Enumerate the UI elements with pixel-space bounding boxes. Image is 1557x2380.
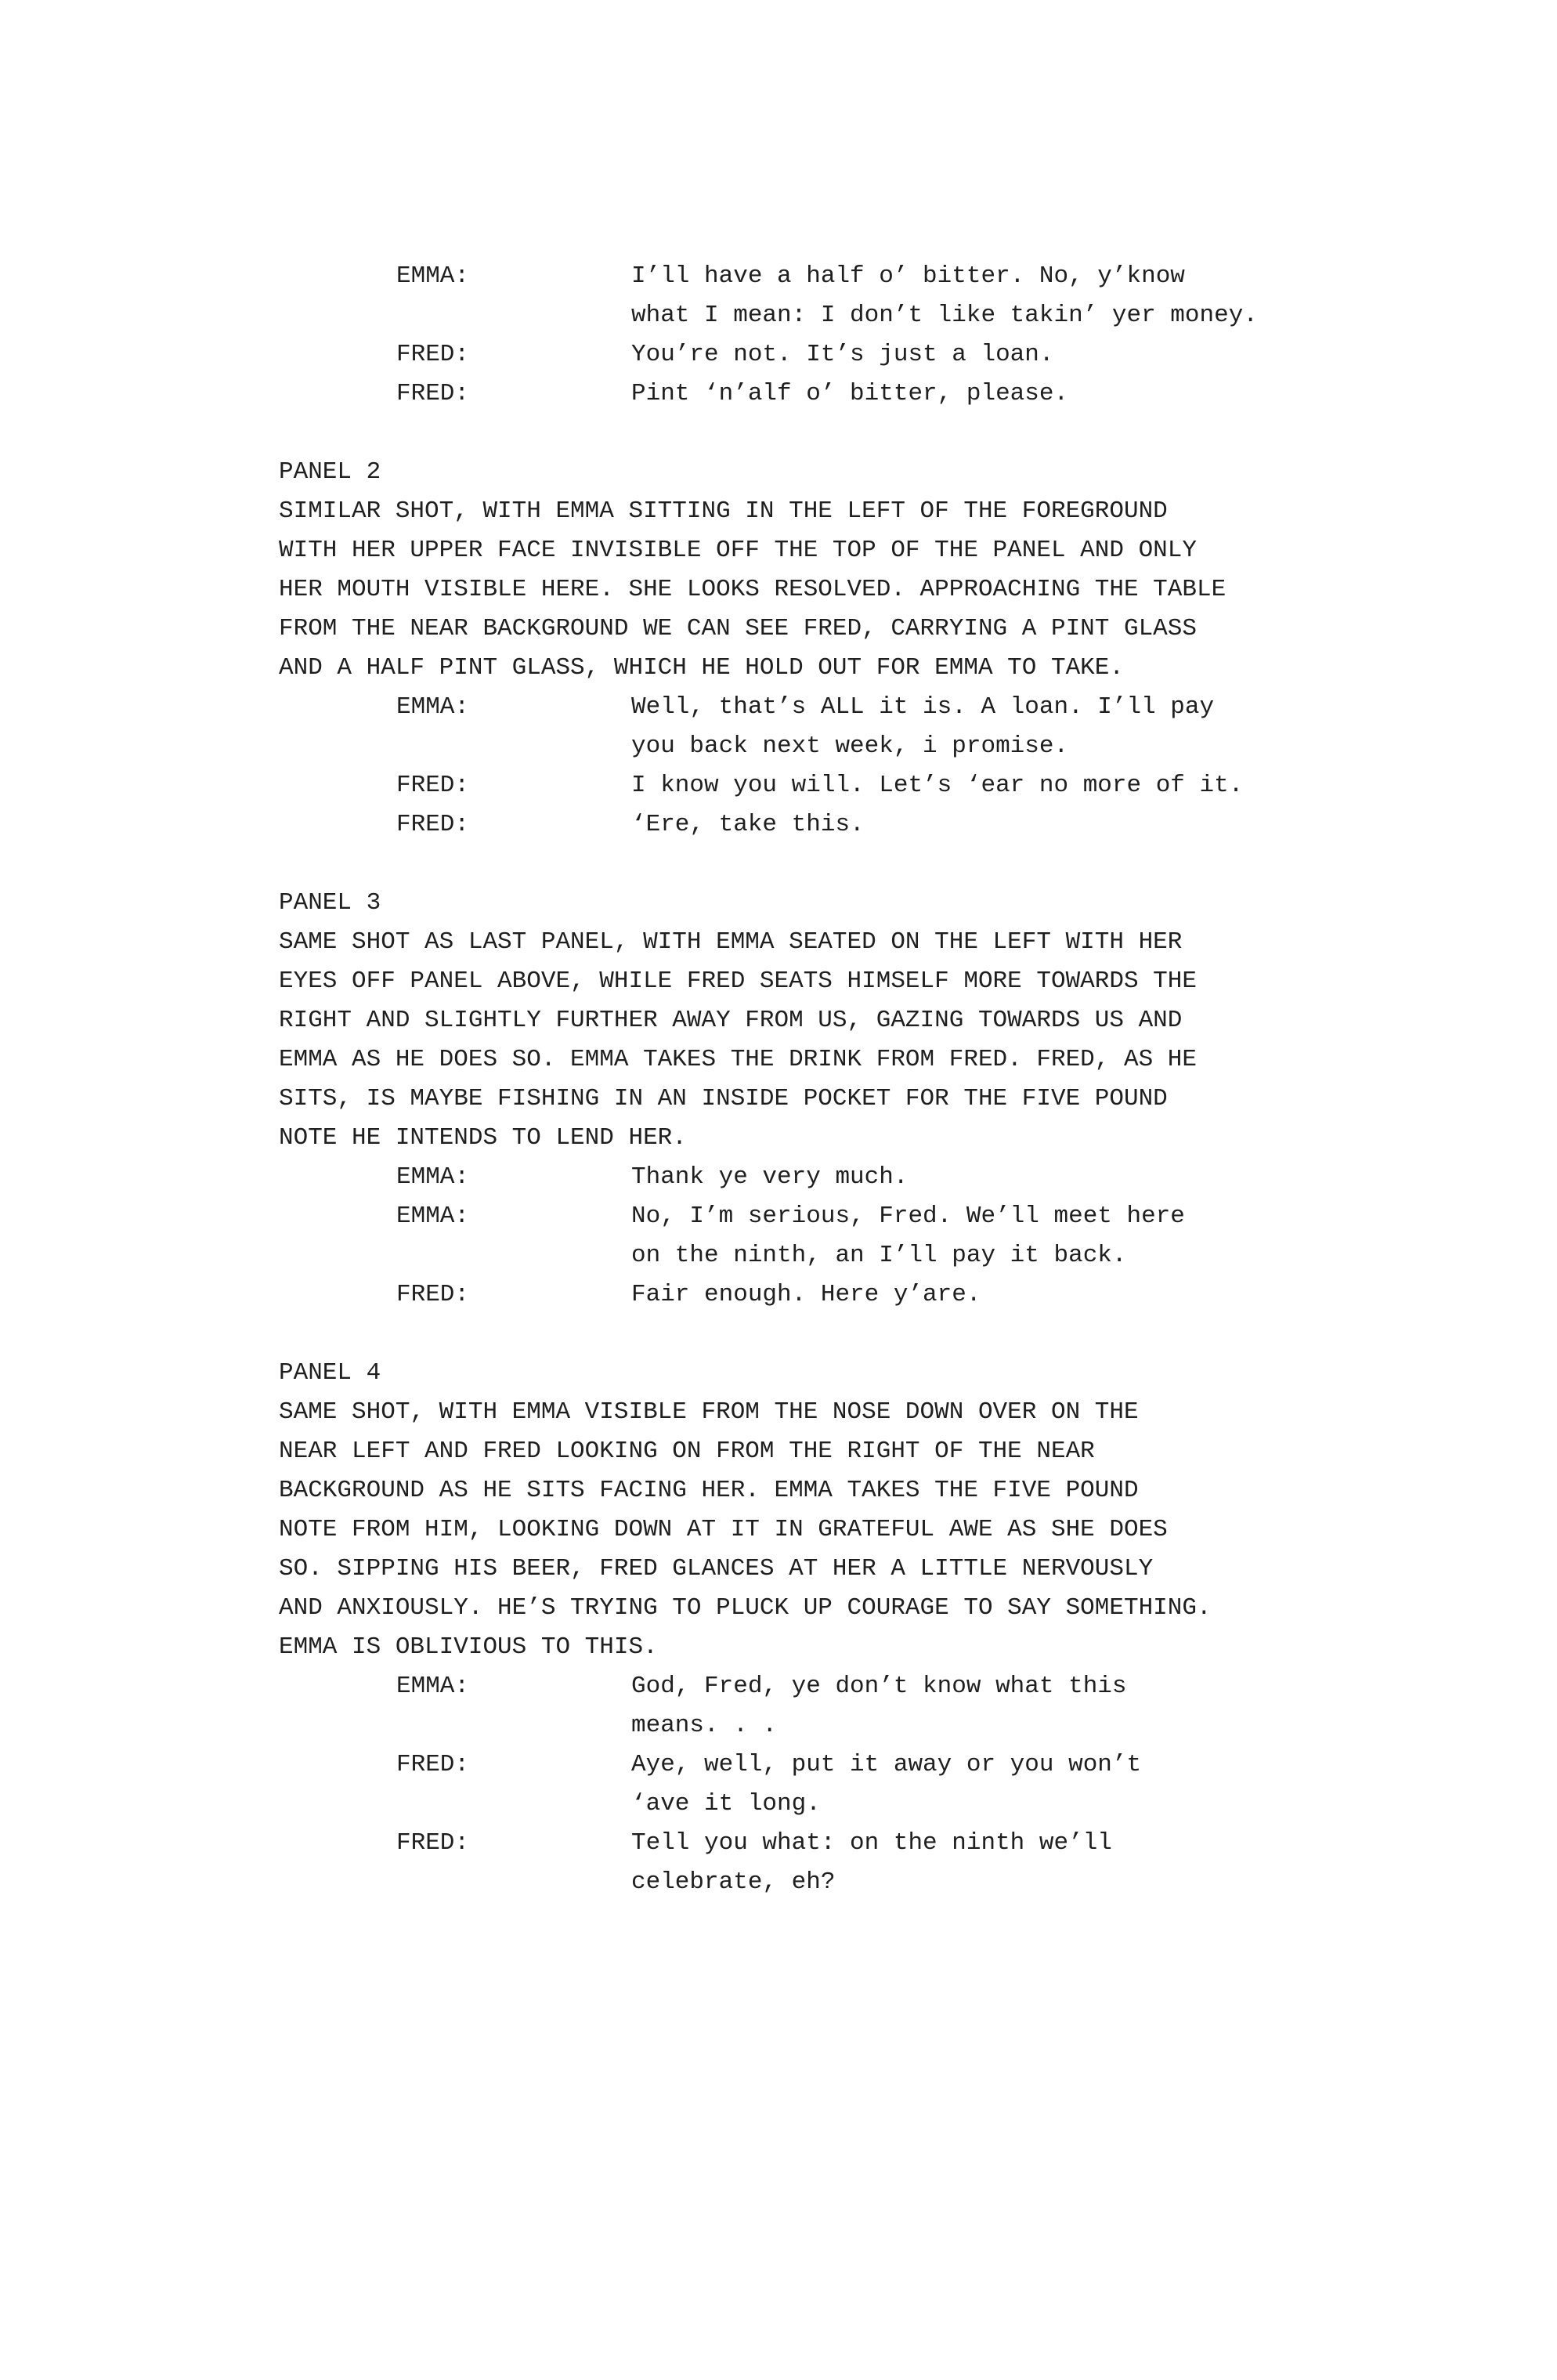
dialogue-text (631, 1275, 1289, 1315)
blank-line (279, 845, 1289, 884)
description-line: AND ANXIOUSLY. HE’S TRYING TO PLUCK UP COURAGE TO SAY SOMETHING. (279, 1594, 1212, 1622)
description-line: SAME SHOT, WITH EMMA VISIBLE FROM THE NOSE DOWN OVER ON THE (279, 1398, 1139, 1426)
speaker-name: FRED: (396, 811, 470, 838)
dialogue-line: Well, that’s ALL it is. A loan. I’ll pay (631, 693, 1215, 721)
dialogue-entry (279, 766, 1289, 805)
description-line: SAME SHOT AS LAST PANEL, WITH EMMA SEATED ON THE LEFT WITH HER (279, 928, 1183, 956)
dialogue-text (631, 766, 1289, 805)
description-line: RIGHT AND SLIGHTLY FURTHER AWAY FROM US, GAZING TOWARDS US AND (279, 1007, 1183, 1034)
speaker-name: FRED: (396, 1281, 470, 1308)
dialogue-line: ‘Ere, take this. (631, 811, 865, 838)
dialogue-entry (279, 335, 1289, 374)
script-content (279, 257, 1289, 1902)
dialogue-text (631, 257, 1289, 335)
dialogue-line: ‘ave it long. (631, 1790, 821, 1818)
dialogue-entry (279, 1824, 1289, 1902)
dialogue-entry (279, 374, 1289, 414)
speaker-name: FRED: (396, 1829, 470, 1857)
description-line: NOTE FROM HIM, LOOKING DOWN AT IT IN GRATEFUL AWE AS SHE DOES (279, 1516, 1168, 1543)
dialogue-entry (279, 1158, 1289, 1197)
dialogue-line: I’ll have a half o’ bitter. No, y’know (631, 262, 1185, 290)
speaker-name: EMMA: (396, 693, 470, 721)
speaker-name: FRED: (396, 380, 470, 407)
dialogue-line: what I mean: I don’t like takin’ yer money. (631, 302, 1258, 329)
panel-heading: PANEL 4 (279, 1359, 381, 1387)
description-line: EYES OFF PANEL ABOVE, WHILE FRED SEATS HIMSELF MORE TOWARDS THE (279, 968, 1197, 995)
speaker-name: EMMA: (396, 1163, 470, 1191)
dialogue-entry (279, 1275, 1289, 1315)
dialogue-line: on the ninth, an I’ll pay it back. (631, 1242, 1127, 1269)
panel-heading: PANEL 3 (279, 889, 381, 917)
dialogue-line: Aye, well, put it away or you won’t (631, 1751, 1142, 1778)
speaker-name: FRED: (396, 1751, 470, 1778)
dialogue-text (631, 374, 1289, 414)
description-line: FROM THE NEAR BACKGROUND WE CAN SEE FRED, CARRYING A PINT GLASS (279, 615, 1197, 642)
speaker-name: EMMA: (396, 1673, 470, 1700)
description-line: SO. SIPPING HIS BEER, FRED GLANCES AT HER A LITTLE NERVOUSLY (279, 1555, 1154, 1582)
description-line: EMMA IS OBLIVIOUS TO THIS. (279, 1633, 658, 1661)
panel-description (279, 492, 1289, 688)
dialogue-line: Fair enough. Here y’are. (631, 1281, 981, 1308)
dialogue-text (631, 805, 1289, 845)
description-line: BACKGROUND AS HE SITS FACING HER. EMMA TAKES THE FIVE POUND (279, 1477, 1139, 1504)
speaker-name: EMMA: (396, 262, 470, 290)
blank-line (279, 1315, 1289, 1354)
dialogue-entry (279, 1745, 1289, 1824)
description-line: NEAR LEFT AND FRED LOOKING ON FROM THE RIGHT OF THE NEAR (279, 1438, 1095, 1465)
dialogue-line: celebrate, eh? (631, 1868, 836, 1896)
description-line: WITH HER UPPER FACE INVISIBLE OFF THE TOP OF THE PANEL AND ONLY (279, 537, 1197, 564)
dialogue-line: you back next week, i promise. (631, 732, 1069, 760)
dialogue-text (631, 1667, 1289, 1745)
dialogue-entry (279, 805, 1289, 845)
description-line: SIMILAR SHOT, WITH EMMA SITTING IN THE LEFT OF THE FOREGROUND (279, 497, 1168, 525)
dialogue-line: Thank ye very much. (631, 1163, 909, 1191)
dialogue-text (631, 1824, 1289, 1902)
description-line: EMMA AS HE DOES SO. EMMA TAKES THE DRINK FROM FRED. FRED, AS HE (279, 1046, 1197, 1073)
dialogue-entry (279, 1197, 1289, 1275)
dialogue-line: Pint ‘n’alf o’ bitter, please. (631, 380, 1069, 407)
dialogue-text (631, 1745, 1289, 1824)
blank-line (279, 414, 1289, 453)
speaker-name: FRED: (396, 341, 470, 368)
description-line: NOTE HE INTENDS TO LEND HER. (279, 1124, 687, 1152)
dialogue-entry (279, 688, 1289, 766)
dialogue-line: I know you will. Let’s ‘ear no more of it. (631, 772, 1244, 799)
dialogue-line: Tell you what: on the ninth we’ll (631, 1829, 1112, 1857)
speaker-name: EMMA: (396, 1203, 470, 1230)
dialogue-text (631, 1197, 1289, 1275)
dialogue-line: means. . . (631, 1712, 778, 1739)
dialogue-line: No, I’m serious, Fred. We’ll meet here (631, 1203, 1185, 1230)
dialogue-line: God, Fred, ye don’t know what this (631, 1673, 1127, 1700)
dialogue-line: You’re not. It’s just a loan. (631, 341, 1054, 368)
dialogue-text (631, 1158, 1289, 1197)
description-line: SITS, IS MAYBE FISHING IN AN INSIDE POCKET FOR THE FIVE POUND (279, 1085, 1168, 1112)
panel-description (279, 923, 1289, 1158)
dialogue-text (631, 335, 1289, 374)
description-line: HER MOUTH VISIBLE HERE. SHE LOOKS RESOLVED. APPROACHING THE TABLE (279, 576, 1226, 603)
panel-heading: PANEL 2 (279, 458, 381, 486)
dialogue-entry (279, 1667, 1289, 1745)
dialogue-text (631, 688, 1289, 766)
speaker-name: FRED: (396, 772, 470, 799)
panel-description (279, 1393, 1289, 1667)
dialogue-entry (279, 257, 1289, 335)
description-line: AND A HALF PINT GLASS, WHICH HE HOLD OUT FOR EMMA TO TAKE. (279, 654, 1124, 682)
